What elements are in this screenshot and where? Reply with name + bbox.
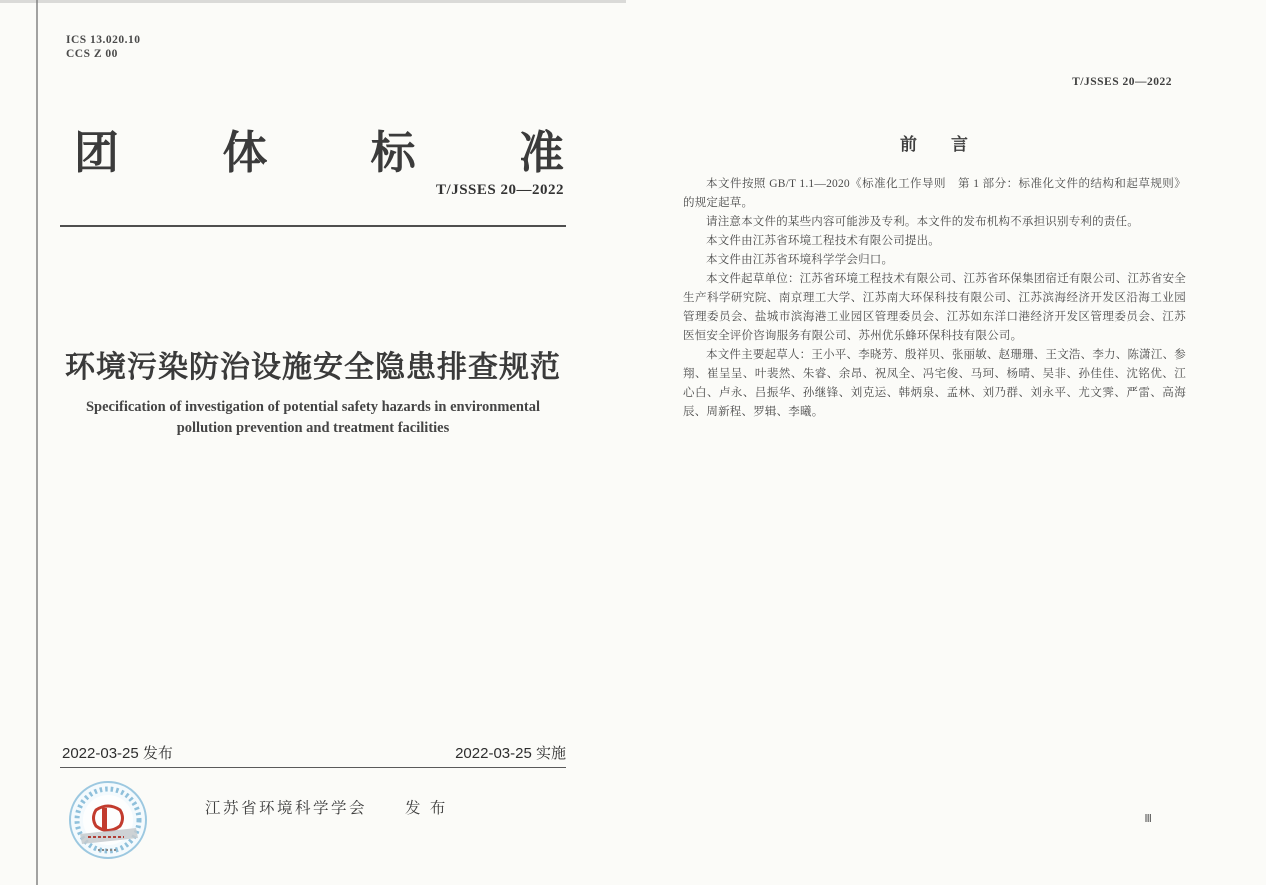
document-type-title (74, 116, 564, 181)
dates-row (62, 742, 566, 763)
cover-top-rule (60, 225, 566, 227)
doc-type-char: 团 (74, 127, 120, 178)
implement-date: 2022-03-25 实施 (455, 745, 566, 762)
publish-word: 发 布 (405, 800, 448, 817)
foreword-heading: 前 言 (900, 135, 968, 154)
doc-type-char: 准 (518, 127, 564, 178)
page-number: Ⅲ (1144, 813, 1152, 825)
classification-codes (66, 33, 141, 61)
publisher-row (60, 776, 566, 884)
foreword-paragraph: 本文件按照 GB/T 1.1—2020《标准化工作导则 第 1 部分：标准化文件的结构和起草规则》的规定起草。 (683, 178, 1186, 209)
publisher-line (205, 796, 448, 818)
doc-type-char: 体 (222, 127, 268, 178)
foreword-body (683, 175, 1186, 422)
cover-page (60, 0, 566, 885)
publisher-name: 江苏省环境科学学会 (205, 800, 368, 817)
standard-number: T/JSSES 20—2022 (436, 182, 564, 198)
foreword-page (680, 0, 1188, 885)
foreword-paragraph: 本文件主要起草人：王小平、李晓芳、殷祥贝、张丽敏、赵珊珊、王文浩、李力、陈潇江、参翔、崔呈呈、叶裴然、朱睿、余昂、祝凤全、冯宅俊、马珂、杨晴、吴非、孙佳佳、沈铭优、江心白、卢永、吕振华、孙继锋、刘克运、韩炳泉、孟林、刘乃群、刘永平、尤文霁、严雷、高海辰、周新程、罗辑、李曦。 (683, 349, 1186, 418)
title-en-line2: pollution prevention and treatment facilities (176, 420, 450, 436)
foreword-paragraph: 本文件起草单位：江苏省环境工程技术有限公司、江苏省环保集团宿迁有限公司、江苏省安全生产科学研究院、南京理工大学、江苏南大环保科技有限公司、江苏滨海经济开发区沿海工业园管理委员会、盐城市滨海港工业园区管理委员会、江苏如东洋口港经济开发区管理委员会、江苏医恒安全评价咨询服务有限公司、苏州优乐蜂环保科技有限公司。 (683, 273, 1186, 342)
foreword-paragraph: 本文件由江苏省环境工程技术有限公司提出。 (706, 235, 940, 247)
foreword-paragraph: 请注意本文件的某些内容可能涉及专利。本文件的发布机构不承担识别专利的责任。 (706, 216, 1139, 228)
society-seal-icon (68, 780, 148, 860)
scan-edge-line (36, 0, 38, 885)
ics-code: ICS 13.020.10 (66, 34, 141, 46)
foreword-paragraph: 本文件由江苏省环境科学学会归口。 (706, 254, 894, 266)
ccs-code: CCS Z 00 (66, 48, 118, 60)
standard-title-en (60, 397, 566, 439)
issue-date: 2022-03-25 发布 (62, 745, 173, 762)
standard-title-zh: 环境污染防治设施安全隐患排查规范 (65, 351, 561, 384)
cover-bottom-rule (60, 767, 566, 768)
title-en-line1: Specification of investigation of potential safety hazards in environmental (85, 399, 541, 415)
running-header-standard-number: T/JSSES 20—2022 (1072, 76, 1172, 88)
doc-type-char: 标 (370, 127, 416, 178)
